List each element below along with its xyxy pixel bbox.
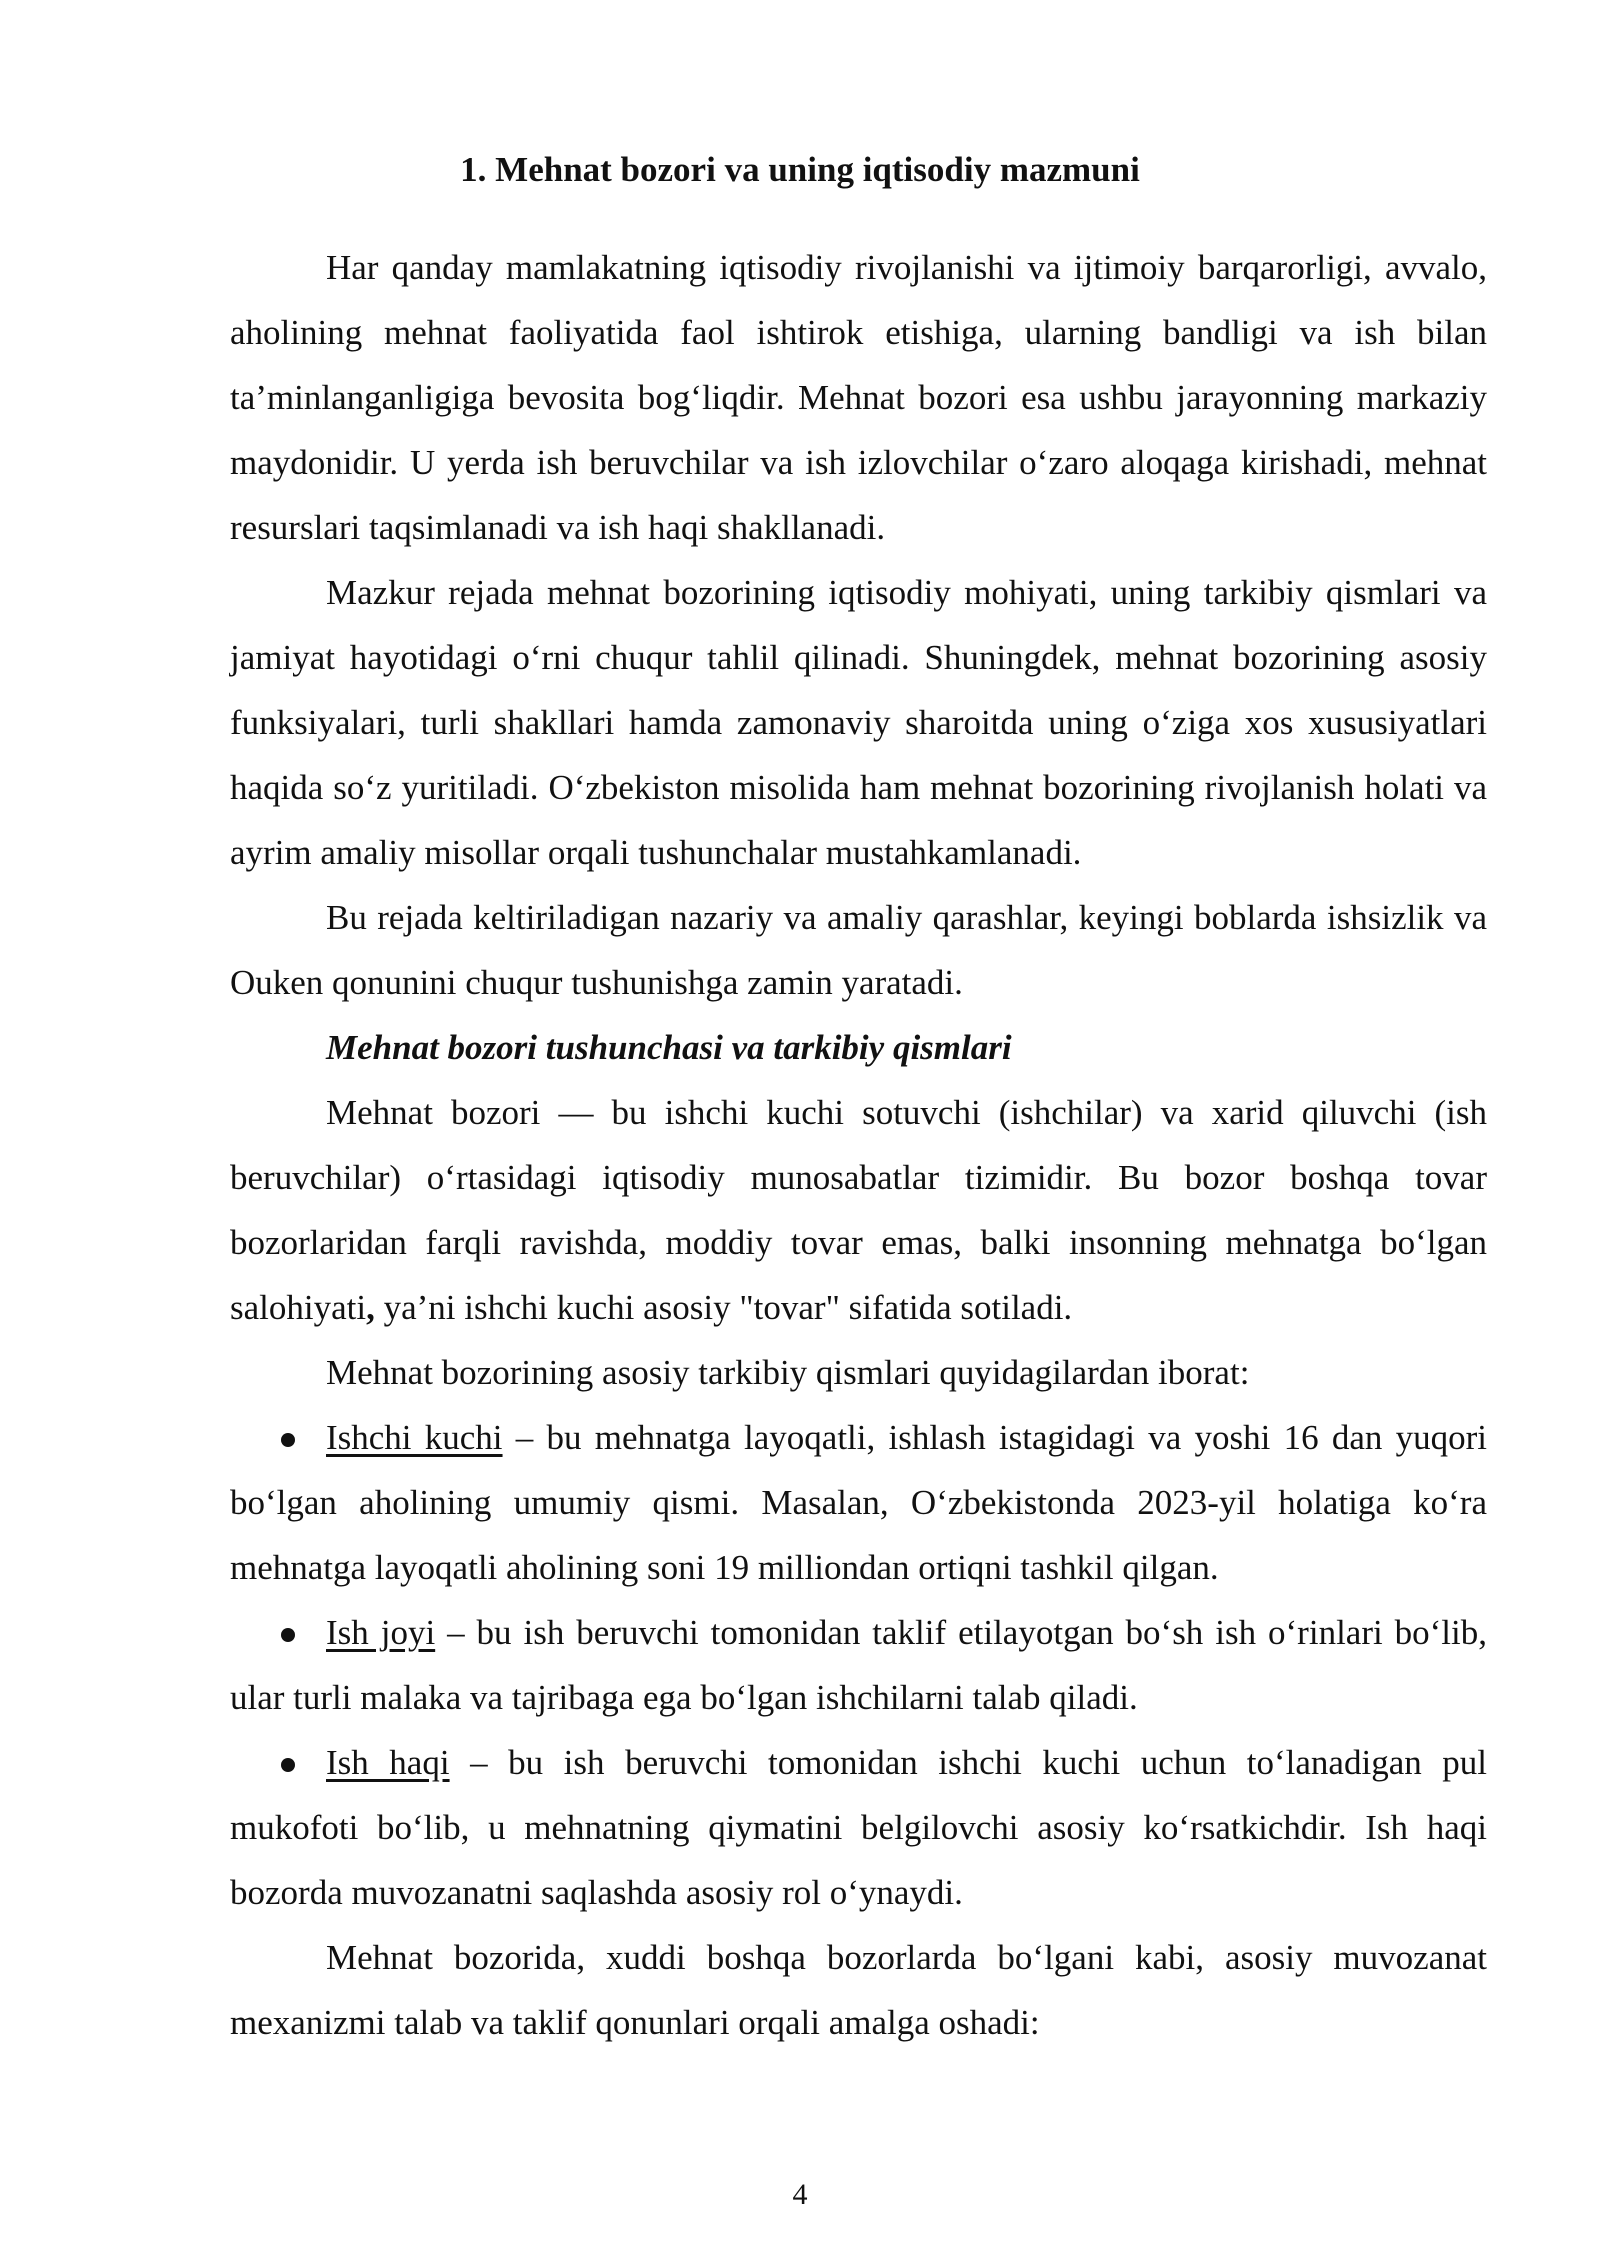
subsection-heading: Mehnat bozori tushunchasi va tarkibiy qismlari bbox=[326, 1028, 1012, 1067]
intro-paragraph-2: Mazkur rejada mehnat bozorining iqtisodiy mohiyati, uning tarkibiy qismlari va jamiyat hayotidagi o‘rni chuqur tahlil qilinadi. Shuningdek, mehnat bozorining asosiy funksiyalari, turli shakllari hamda zamonaviy sharoitda uning o‘ziga xos xususiyatlari haqida so‘z yuritiladi. O‘zbekiston misolida ham mehnat bozorining rivojlanish holati va ayrim amaliy misollar orqali tushunchalar mustahkamlanadi. bbox=[230, 573, 1487, 872]
definition-paragraph bbox=[230, 1080, 1487, 1340]
bullet-item-workplace bbox=[230, 1600, 1487, 1730]
bullet-text: – bu mehnatga layoqatli, ishlash istagidagi va yoshi 16 dan yuqori bo‘lgan aholining umumiy qismi. Masalan, O‘zbekistonda 2023-yil holatiga ko‘ra mehnatga layoqatli aholining soni 19 milliondan ortiqni tashkil qilgan. bbox=[230, 1418, 1487, 1587]
page-number: 4 bbox=[792, 2178, 808, 2211]
intro-paragraph-1: Har qanday mamlakatning iqtisodiy rivojlanishi va ijtimoiy barqarorligi, avvalo, aholining mehnat faoliyatida faol ishtirok etishiga, ularning bandligi va ish bilan ta’minlanganligiga bevosita bog‘liqdir. Mehnat bozori esa ushbu jarayonning markaziy maydonidir. U yerda ish beruvchilar va ish izlovchilar o‘zaro aloqaga kirishadi, mehnat resurslari taqsimlanadi va ish haqi shakllanadi. bbox=[230, 248, 1487, 547]
bullet-term: Ish haqi bbox=[326, 1743, 450, 1782]
bullet-item-wage bbox=[230, 1730, 1487, 1925]
bullet-text: – bu ish beruvchi tomonidan taklif etilayotgan bo‘sh ish o‘rinlari bo‘lib, ular turli malaka va tajribaga ega bo‘lgan ishchilarni talab qiladi. bbox=[230, 1613, 1487, 1717]
section-title: 1. Mehnat bozori va uning iqtisodiy mazmuni bbox=[460, 150, 1140, 189]
bullet-term: Ish joyi bbox=[326, 1613, 436, 1652]
components-intro: Mehnat bozorining asosiy tarkibiy qismlari quyidagilardan iborat: bbox=[326, 1353, 1250, 1392]
definition-bold-comma: , bbox=[366, 1288, 375, 1327]
closing-paragraph: Mehnat bozorida, xuddi boshqa bozorlarda bo‘lgani kabi, asosiy muvozanat mexanizmi talab va taklif qonunlari orqali amalga oshadi: bbox=[230, 1938, 1487, 2042]
bullet-item-workforce bbox=[230, 1405, 1487, 1600]
definition-text-end: ya’ni ishchi kuchi asosiy "tovar" sifatida sotiladi. bbox=[374, 1288, 1073, 1327]
bullet-text: – bu ish beruvchi tomonidan ishchi kuchi uchun to‘lanadigan pul mukofoti bo‘lib, u mehnatning qiymatini belgilovchi asosiy ko‘rsatkichdir. Ish haqi bozorda muvozanatni saqlashda asosiy rol o‘ynaydi. bbox=[230, 1743, 1487, 1912]
bullet-term: Ishchi kuchi bbox=[326, 1418, 503, 1457]
intro-paragraph-3: Bu rejada keltiriladigan nazariy va amaliy qarashlar, keyingi boblarda ishsizlik va Ouken qonunini chuqur tushunishga zamin yaratadi. bbox=[230, 898, 1487, 1002]
definition-text-start: Mehnat bozori — bu ishchi kuchi sotuvchi (ishchilar) va xarid qiluvchi (ish beruvchilar) o‘rtasidagi iqtisodiy munosabatlar tizimidir. Bu bozor boshqa tovar bozorlaridan farqli ravishda, moddiy tovar emas, balki insonning mehnatga bo‘lgan salohiyati bbox=[230, 1093, 1487, 1327]
